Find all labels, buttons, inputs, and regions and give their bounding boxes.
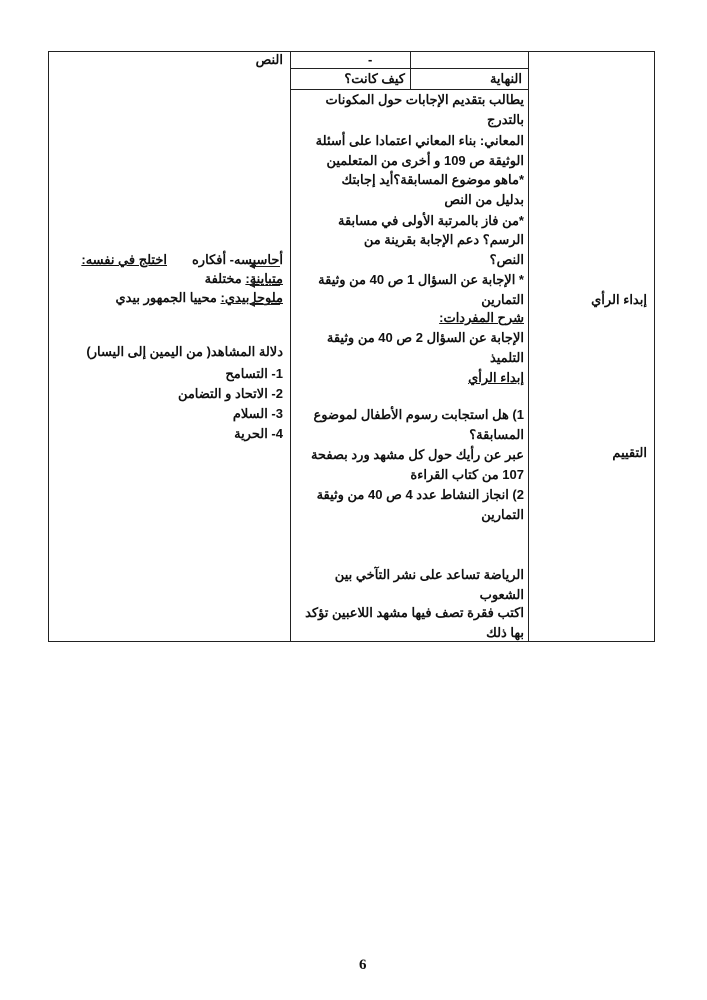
row-divider (290, 68, 528, 69)
vocab-entry: متباينة: مختلفة (204, 271, 283, 286)
stage-evaluation: التقييم (612, 445, 647, 460)
middle-line: اكتب فقرة تصف فيها مشهد اللاعبين تؤكد (305, 605, 524, 620)
ending-label: النهاية (489, 71, 522, 86)
column-divider (528, 51, 529, 642)
middle-line: التمارين (481, 292, 524, 307)
vocab-heading: شرح المفردات: (439, 310, 524, 325)
middle-line: بالتدرج (487, 112, 524, 127)
stage-opinion: إبداء الرأي (591, 292, 647, 307)
arrow-icon (250, 304, 280, 305)
arrow-icon (250, 285, 280, 286)
middle-line: 1) هل استجابت رسوم الأطفال لموضوع (313, 407, 524, 422)
middle-line: عبر عن رأيك حول كل مشهد ورد بصفحة (310, 447, 524, 462)
vocab-entry: ملوحا بيدي: محييا الجمهور بيدي (115, 290, 283, 305)
middle-line: المعاني: بناء المعاني اعتمادا على أسئلة (315, 133, 524, 148)
middle-line: بدليل من النص (444, 192, 524, 207)
scenes-title: دلالة المشاهد( من اليمين إلى اليسار) (86, 344, 283, 359)
middle-line: الرياضة تساعد على نشر التآخي بين (334, 567, 524, 582)
dash-cell: - (368, 52, 373, 67)
text-title: النص (255, 52, 283, 67)
middle-line: الرسم؟ دعم الإجابة بقرينة من (363, 232, 524, 247)
vocab-meaning: أحاسيسه- أفكاره (192, 252, 283, 267)
arrow-icon (250, 266, 280, 267)
middle-line: 2) انجاز النشاط عدد 4 ص 40 من وثيقة (316, 487, 524, 502)
middle-line: الإجابة عن السؤال 2 ص 40 من وثيقة (326, 330, 524, 345)
opinion-heading: إبداء الرأي (468, 370, 524, 385)
middle-line: الوثيقة ص 109 و أخرى من المتعلمين (326, 153, 524, 168)
scene-item: 2- الاتحاد و التضامن (177, 386, 283, 401)
scene-item: 1- التسامح (225, 366, 283, 381)
middle-line: التمارين (481, 507, 524, 522)
middle-line: بها ذلك (486, 625, 524, 640)
cell-divider (410, 51, 411, 89)
page-number: 6 (359, 957, 367, 973)
middle-line: الشعوب (479, 587, 524, 602)
middle-line: 107 من كتاب القراءة (410, 467, 524, 482)
vocab-word: اختلج في نفسه: (81, 252, 167, 267)
middle-line: التلميذ (489, 350, 524, 365)
middle-line: يطالب بتقديم الإجابات حول المكونات (325, 92, 524, 107)
scene-item: 3- السلام (232, 406, 283, 421)
middle-line: * الإجابة عن السؤال 1 ص 40 من وثيقة (318, 272, 524, 287)
scene-item: 4- الحرية (234, 426, 283, 441)
middle-line: المسابقة؟ (469, 427, 524, 442)
middle-line: *ماهو موضوع المسابقة؟أيد إجابتك (341, 172, 524, 187)
middle-line: النص؟ (489, 252, 524, 267)
ending-question: كيف كانت؟ (344, 71, 405, 86)
row-divider (290, 89, 528, 90)
column-divider (290, 51, 291, 642)
middle-line: *من فاز بالمرتبة الأولى في مسابقة (337, 213, 524, 228)
